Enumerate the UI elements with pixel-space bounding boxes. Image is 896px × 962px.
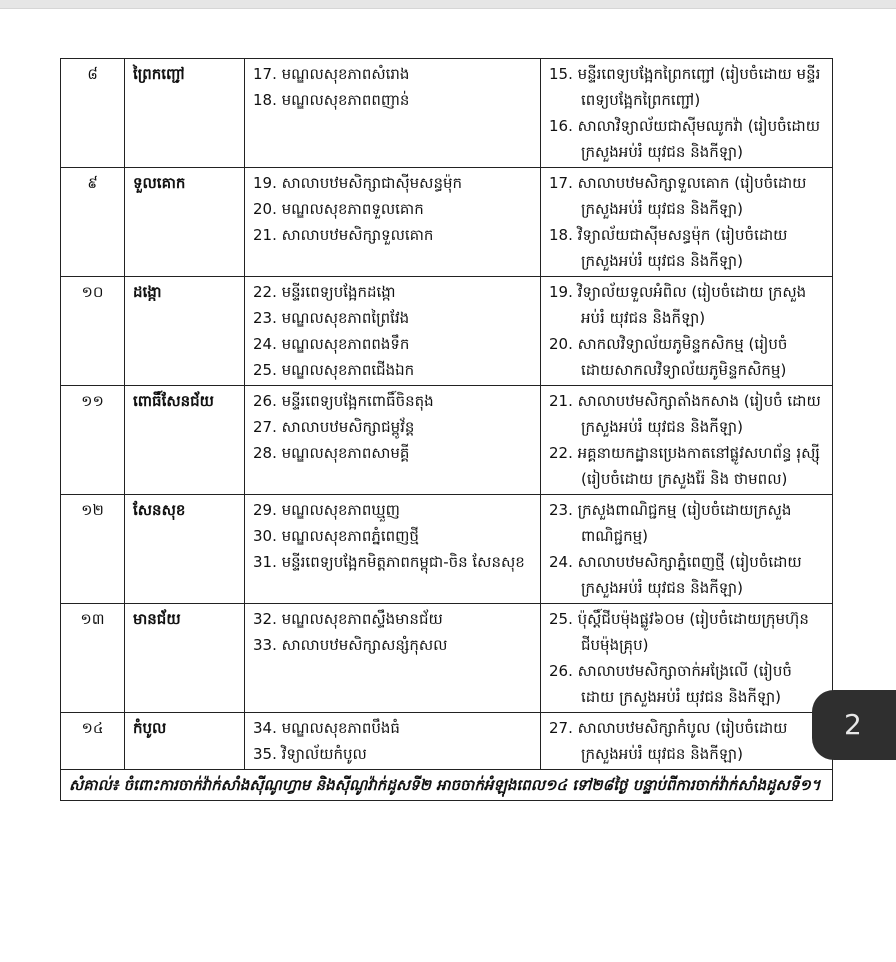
row-number: ១២ xyxy=(61,495,125,604)
facility-item: 20. មណ្ឌលសុខភាពទួលគោក xyxy=(253,200,424,218)
facility-item: 23. មណ្ឌលសុខភាពព្រៃវែង xyxy=(253,309,410,327)
site-list xyxy=(541,604,833,713)
facility-item: 18. មណ្ឌលសុខភាពពញាន់ xyxy=(253,91,410,109)
footnote: សំគាល់៖ ចំពោះការចាក់វ៉ាក់សាំងស៊ីណូហ្វាម និងស៊ីណូវ៉ាក់ដូសទី២ អាចចាក់អំឡុងពេល១៤ ទៅ២៨ថ្ងៃ បន្ទាប់ពីការចាក់វ៉ាក់សាំងដូសទី១។ xyxy=(61,770,833,801)
facility-item: 19. សាលាបឋមសិក្សាជាស៊ីមសន្ធម៉ុក xyxy=(253,174,463,192)
row-number: ៨ xyxy=(61,59,125,168)
province-name: សែនសុខ xyxy=(125,495,245,604)
province-name: មានជ័យ xyxy=(125,604,245,713)
top-bar xyxy=(0,0,896,9)
row-number: ១០ xyxy=(61,277,125,386)
facility-list xyxy=(245,386,541,495)
facility-list xyxy=(245,168,541,277)
site-item: 15. មន្ទីរពេទ្យបង្អែកព្រៃកញ្ជៅ (រៀបចំដោយ មន្ទីរពេទ្យបង្អែកព្រៃកញ្ជៅ) xyxy=(549,65,821,109)
vaccination-sites-table xyxy=(60,58,833,801)
site-item: 16. សាលាវិទ្យាល័យជាស៊ីមឈូកវ៉ា (រៀបចំដោយក្រសួងអប់រំ យុវជន និងកីឡា) xyxy=(549,117,820,161)
facility-item: 17. មណ្ឌលសុខភាពសំរោង xyxy=(253,65,410,83)
table-row xyxy=(61,59,833,168)
province-name: កំបូល xyxy=(125,713,245,770)
province-name: ពោធិ៍សែនជ័យ xyxy=(125,386,245,495)
province-name: ព្រៃកញ្ជៅ xyxy=(125,59,245,168)
facility-item: 29. មណ្ឌលសុខភាពឃ្មួញ xyxy=(253,501,400,519)
facility-list xyxy=(245,713,541,770)
site-item: 21. សាលាបឋមសិក្សាតាំងកសាង (រៀបចំ ដោយក្រសួងអប់រំ យុវជន និងកីឡា) xyxy=(549,392,821,436)
site-item: 24. សាលាបឋមសិក្សាភ្នំពេញថ្មី (រៀបចំដោយ ក្រសួងអប់រំ យុវជន និងកីឡា) xyxy=(549,553,802,597)
facility-item: 27. សាលាបឋមសិក្សាជម្ពូវ័ន្ត xyxy=(253,418,415,436)
province-name: ដង្កោ xyxy=(125,277,245,386)
site-list xyxy=(541,168,833,277)
site-list xyxy=(541,713,833,770)
facility-item: 34. មណ្ឌលសុខភាពបឹងធំ xyxy=(253,719,400,737)
site-list xyxy=(541,59,833,168)
site-item: 26. សាលាបឋមសិក្សាចាក់អង្រែលើ (រៀបចំ ដោយ ក្រសួងអប់រំ យុវជន និងកីឡា) xyxy=(549,662,792,706)
facility-item: 22. មន្ទីរពេទ្យបង្អែកដង្កោ xyxy=(253,283,396,301)
site-list xyxy=(541,277,833,386)
facility-item: 32. មណ្ឌលសុខភាពស្ទឹងមានជ័យ xyxy=(253,610,443,628)
table-row xyxy=(61,604,833,713)
facility-item: 31. មន្ទីរពេទ្យបង្អែកមិត្តភាពកម្ពុជា-ចិន សែនសុខ xyxy=(253,553,525,571)
table-row xyxy=(61,713,833,770)
table-row xyxy=(61,386,833,495)
site-item: 20. សាកលវិទ្យាល័យភូមិន្ទកសិកម្ម (រៀបចំ ដោយសាកលវិទ្យាល័យភូមិន្ទកសិកម្ម) xyxy=(549,335,788,379)
facility-item: 28. មណ្ឌលសុខភាពសាមគ្គី xyxy=(253,444,410,462)
site-item: 27. សាលាបឋមសិក្សាកំបូល (រៀបចំដោយ ក្រសួងអប់រំ យុវជន និងកីឡា) xyxy=(549,719,788,763)
facility-item: 30. មណ្ឌលសុខភាពភ្នំពេញថ្មី xyxy=(253,527,419,545)
facility-item: 33. សាលាបឋមសិក្សាសន្សំកុសល xyxy=(253,636,448,654)
province-name: ទួលគោក xyxy=(125,168,245,277)
table-row xyxy=(61,277,833,386)
site-list xyxy=(541,495,833,604)
row-number: ១១ xyxy=(61,386,125,495)
site-item: 17. សាលាបឋមសិក្សាទួលគោក (រៀបចំដោយ ក្រសួងអប់រំ យុវជន និងកីឡា) xyxy=(549,174,807,218)
site-item: 22. អគ្គនាយកដ្ឋានប្រេងកាតនៅផ្លូវសហព័ន្ធ រុស្ស៊ី (រៀបចំដោយ ក្រសួងរ៉ែ និង ថាមពល) xyxy=(549,444,820,488)
site-item: 18. វិទ្យាល័យជាស៊ីមសន្ធម៉ុក (រៀបចំដោយ ក្រសួងអប់រំ យុវជន និងកីឡា) xyxy=(549,226,788,270)
note-row xyxy=(61,770,833,801)
table-row xyxy=(61,168,833,277)
facility-item: 26. មន្ទីរពេទ្យបង្អែកពោធិ៍ចិនតុង xyxy=(253,392,434,410)
facility-list xyxy=(245,59,541,168)
site-item: 19. វិទ្យាល័យទួលអំពិល (រៀបចំដោយ ក្រសួង អប់រំ យុវជន និងកីឡា) xyxy=(549,283,807,327)
site-list xyxy=(541,386,833,495)
facility-item: 21. សាលាបឋមសិក្សាទួលគោក xyxy=(253,226,434,244)
site-item: 23. ក្រសួងពាណិជ្ជកម្ម (រៀបចំដោយក្រសួង ពាណិជ្ជកម្ម) xyxy=(549,501,792,545)
page-number-badge: 2 xyxy=(812,690,896,760)
facility-list xyxy=(245,495,541,604)
row-number: ៩ xyxy=(61,168,125,277)
row-number: ១៤ xyxy=(61,713,125,770)
facility-item: 24. មណ្ឌលសុខភាពពងទឹក xyxy=(253,335,410,353)
site-item: 25. ប៉ុស្តិ៍ជីបម៉ុងផ្លូវ៦០ម (រៀបចំដោយក្រុមហ៊ុន ជីបម៉ុងគ្រុប) xyxy=(549,610,809,654)
facility-list xyxy=(245,277,541,386)
table-row xyxy=(61,495,833,604)
facility-item: 35. វិទ្យាល័យកំបូល xyxy=(253,745,367,763)
facility-item: 25. មណ្ឌលសុខភាពជើងឯក xyxy=(253,361,415,379)
row-number: ១៣ xyxy=(61,604,125,713)
facility-list xyxy=(245,604,541,713)
